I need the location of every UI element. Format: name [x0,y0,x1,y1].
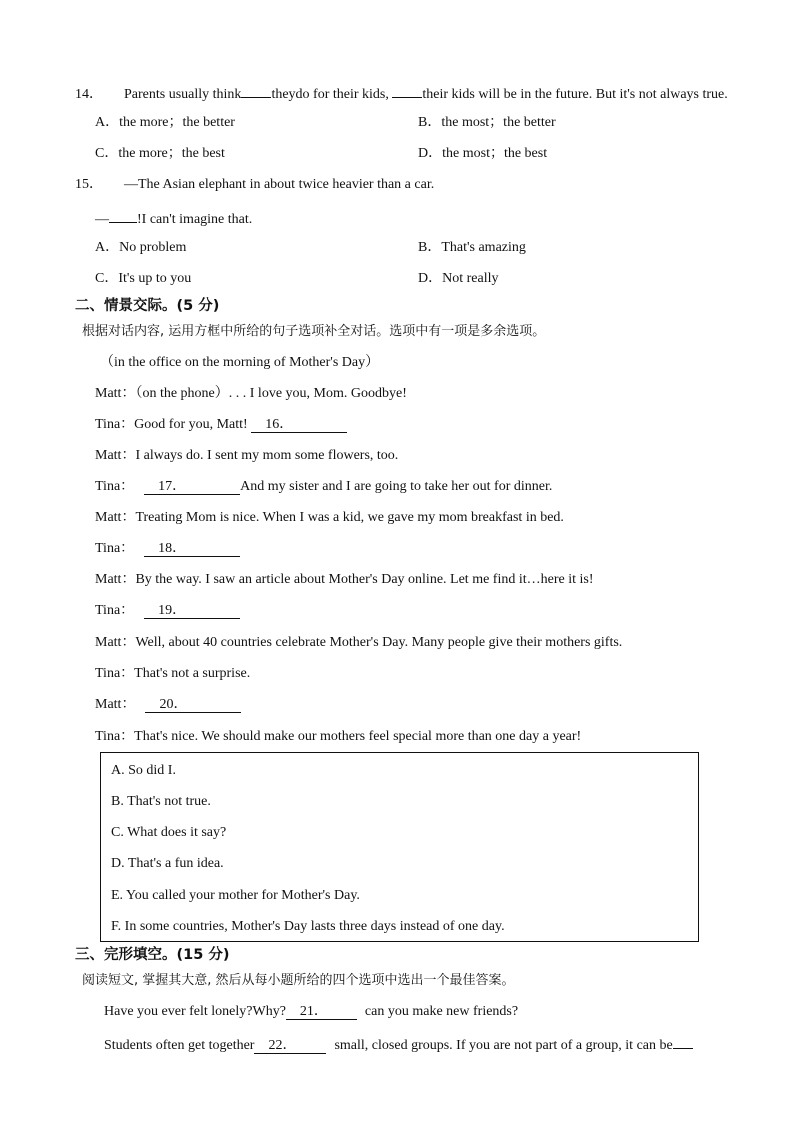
speaker: Matt： [95,635,136,650]
option-letter: D． [418,146,443,161]
option-text: the most；the better [441,115,556,130]
question-text: —The Asian elephant in about twice heavier than a car. [124,177,435,192]
speaker: Tina： [95,417,135,432]
option-text: the most；the best [442,146,548,161]
dialogue-text: That's not a surprise. [134,666,251,681]
passage-text: Have you ever felt lonely?Why? [104,1004,286,1019]
speaker: Matt： [95,510,136,525]
answer-blank-19: 19． [144,604,240,619]
dialogue-line [95,447,398,465]
dialogue-text: Good for you, Matt! [134,417,252,432]
box-option-a: A. So did I. [111,763,176,778]
reply-text: !I can't imagine that. [137,212,253,227]
box-option-b: B. That's not true. [111,794,211,809]
answer-blank [392,83,422,98]
passage-text: small, closed groups. If you are not part of a group, it can be [334,1038,673,1053]
option-text: the more；the best [118,146,225,161]
question-number: 14． [75,87,103,102]
question-15-reply [95,208,252,229]
passage-line [104,1003,518,1021]
dialogue-scene: （in the office on the morning of Mother's Day） [100,355,380,370]
question-15 [75,176,434,194]
speaker: Tina： [95,666,135,681]
question-text: Parents usually think [124,87,242,102]
option-letter: C． [95,271,119,286]
question-text: their kids will be in the future. But it's not always true. [422,87,728,102]
section-3-heading: 三、完形填空。(15 分) [75,947,230,963]
option-text: No problem [119,240,187,255]
speaker: Matt： [95,697,136,712]
option-d [418,270,499,288]
passage-text: Students often get together [104,1038,255,1053]
box-option-f: F. In some countries, Mother's Day lasts three days instead of one day. [111,919,505,934]
answer-blank-21: 21． [286,1005,357,1020]
options-box [100,752,699,942]
dialogue-text: That's nice. We should make our mothers feel special more than one day a year! [134,729,582,744]
option-letter: D． [418,271,443,286]
dialogue-text: I always do. I sent my mom some flowers, too. [135,448,399,463]
option-d [418,145,547,163]
dialogue-text: And my sister and I are going to take her out for dinner. [240,479,553,494]
speaker: Matt： [95,448,136,463]
answer-blank [673,1034,693,1049]
dialogue-line [95,478,552,496]
dialogue-line [95,385,407,403]
box-option-c: C. What does it say? [111,825,227,840]
speaker: Matt： [95,572,136,587]
dialogue-text: Well, about 40 countries celebrate Mother's Day. Many people give their mothers gifts. [135,635,623,650]
answer-blank [109,208,137,223]
question-14 [75,83,728,104]
section-2-heading: 二、情景交际。(5 分) [75,298,220,314]
answer-blank-17: 17． [144,480,240,495]
speaker: Tina： [95,729,135,744]
speaker: Tina： [95,541,135,556]
box-option-e: E. You called your mother for Mother's Day. [111,888,360,903]
dialogue-text: Treating Mom is nice. When I was a kid, we gave my mom breakfast in bed. [135,510,564,525]
option-letter: A． [95,240,120,255]
question-text: theydo for their kids, [271,87,393,102]
dialogue-line [95,696,241,714]
dialogue-line [95,509,564,527]
question-number: 15． [75,177,103,192]
speaker: Tina： [95,603,135,618]
option-text: Not really [442,271,499,286]
option-a [95,114,235,132]
dialogue-text: By the way. I saw an article about Mother's Day online. Let me find it…here it is! [135,572,594,587]
dialogue-line [95,665,250,683]
dialogue-line [95,602,240,620]
answer-blank-20: 20． [145,698,241,713]
section-2-instruction: 根据对话内容, 运用方框中所给的句子选项补全对话。选项中有一项是多余选项。 [82,324,546,339]
option-letter: C． [95,146,119,161]
option-text: That's amazing [441,240,526,255]
answer-blank [241,83,271,98]
option-b [418,114,556,132]
dialogue-text: （on the phone）. . . I love you, Mom. Goodbye! [135,386,407,401]
dialogue-line [95,571,594,589]
speaker: Tina： [95,479,135,494]
option-text: It's up to you [118,271,192,286]
answer-blank-16: 16． [251,418,347,433]
option-letter: B． [418,240,442,255]
option-c [95,145,225,163]
dialogue-line [95,728,581,746]
dialogue-line [95,634,622,652]
section-3-instruction: 阅读短文, 掌握其大意, 然后从每小题所给的四个选项中选出一个最佳答案。 [82,973,515,988]
speaker: Matt： [95,386,136,401]
option-letter: B． [418,115,442,130]
option-b [418,239,526,257]
answer-blank-22: 22． [254,1039,326,1054]
passage-line [104,1034,693,1055]
dialogue-line [95,540,240,558]
answer-blank-18: 18． [144,542,240,557]
option-c [95,270,191,288]
option-a [95,239,186,257]
option-text: the more；the better [119,115,235,130]
option-letter: A． [95,115,120,130]
dialogue-line [95,416,347,434]
box-option-d: D. That's a fun idea. [111,856,224,871]
dash: — [95,212,109,227]
passage-text: can you make new friends? [364,1004,519,1019]
